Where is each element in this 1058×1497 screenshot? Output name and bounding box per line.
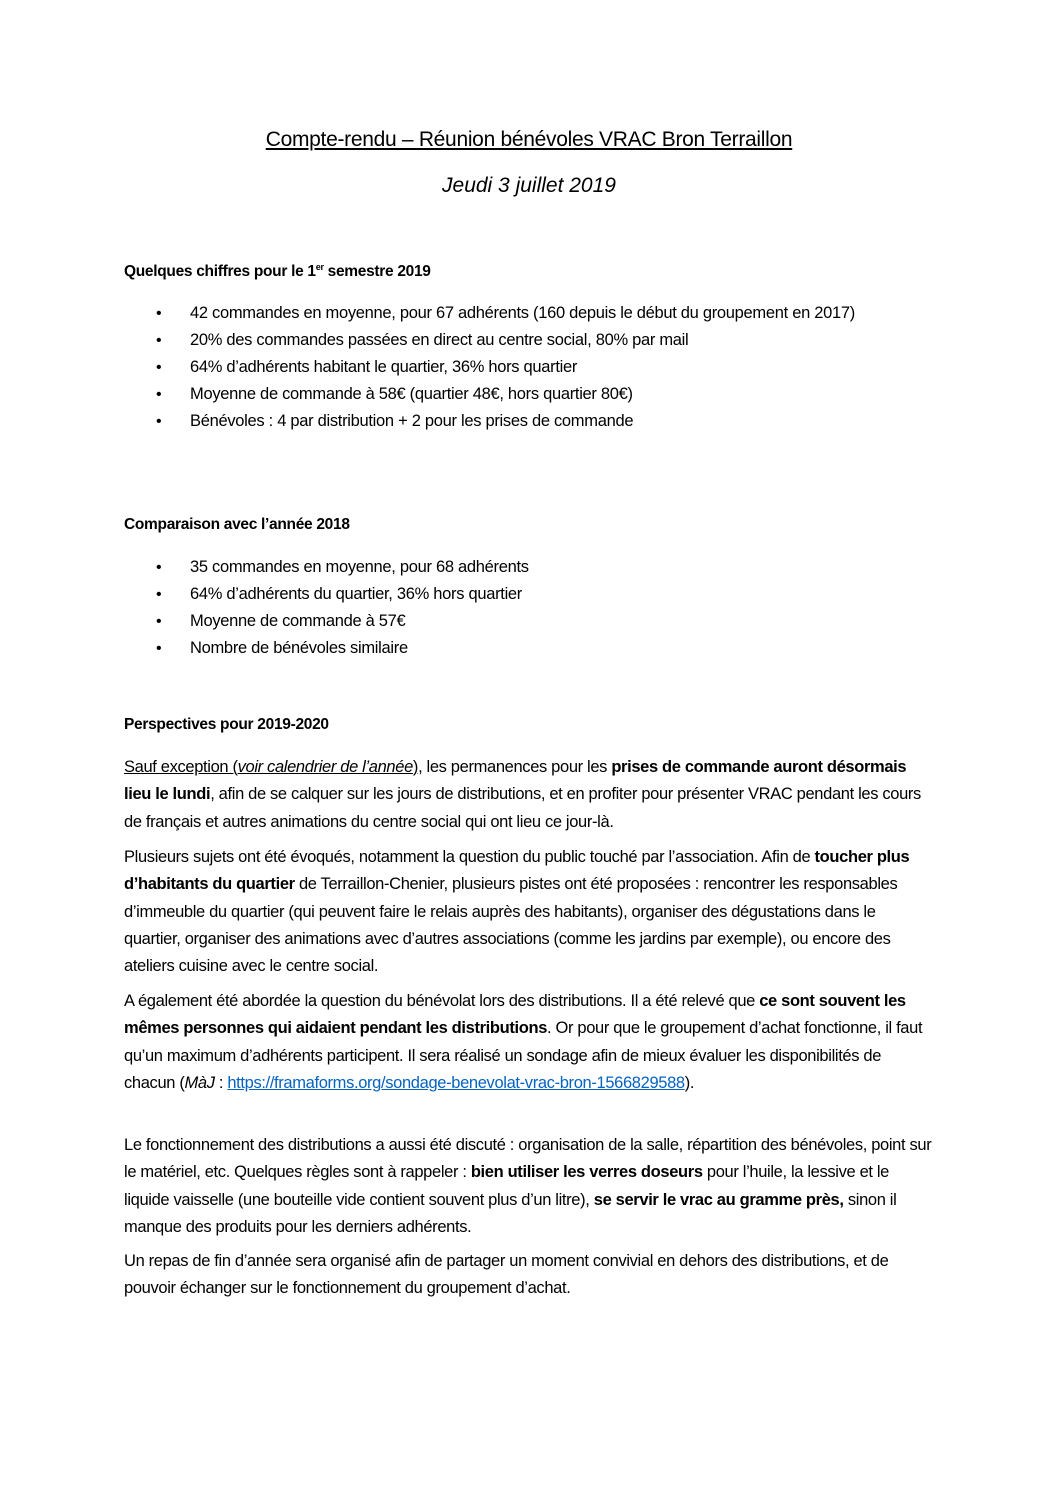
paragraph-volunteering: A également été abordée la question du bénévolat lors des distributions. Il a été relevé que ce sont souvent les mêmes personnes qui aidaient pendant les distributions. Or pour que le groupement d’achat fonctionne, il faut qu’un maximum d’adhérents participent. Il sera réalisé un sondage afin de mieux évaluer les disponibilités de chacun (MàJ : https://framaforms.org/sondage-benevolat-vrac-bron-1566829588). xyxy=(124,992,923,1092)
section-heading-comparison: Comparaison avec l’année 2018 xyxy=(124,516,350,533)
paragraph-schedule: Sauf exception (voir calendrier de l’année), les permanences pour les prises de commande auront désormais lieu le lundi, afin de se calquer sur les jours de distributions, et en profiter pour présenter VRAC pendant les cours de français et autres animations du centre social qui ont lieu ce jour-là. xyxy=(124,758,921,831)
comparison-list xyxy=(124,554,904,662)
list-item: • 64% d’adhérents du quartier, 36% hors quartier xyxy=(124,581,904,608)
list-item: • 64% d’adhérents habitant le quartier, 36% hors quartier xyxy=(124,354,904,381)
list-item: • 20% des commandes passées en direct au centre social, 80% par mail xyxy=(124,327,904,354)
document-date: Jeudi 3 juillet 2019 xyxy=(442,174,616,197)
list-item: • Moyenne de commande à 58€ (quartier 48€, hors quartier 80€) xyxy=(124,381,904,408)
list-item: • 35 commandes en moyenne, pour 68 adhérents xyxy=(124,554,904,581)
section-heading-perspectives: Perspectives pour 2019-2020 xyxy=(124,716,329,733)
figures-list xyxy=(124,300,904,435)
list-item: • Moyenne de commande à 57€ xyxy=(124,608,904,635)
list-item: • Nombre de bénévoles similaire xyxy=(124,635,904,662)
paragraph-distributions: Le fonctionnement des distributions a aussi été discuté : organisation de la salle, répartition des bénévoles, point sur le matériel, etc. Quelques règles sont à rappeler : bien utiliser les verres doseurs pour l’huile, la lessive et le liquide vaisselle (une bouteille vide contient souvent plus d’un litre), se servir le vrac au gramme près, sinon il manque des produits pour les derniers adhérents. xyxy=(124,1136,932,1236)
survey-link[interactable]: https://framaforms.org/sondage-benevolat-vrac-bron-1566829588 xyxy=(227,1073,685,1092)
paragraph-outreach: Plusieurs sujets ont été évoqués, notamment la question du public touché par l’association. Afin de toucher plus d’habitants du quartier de Terraillon-Chenier, plusieurs pistes ont été proposées : rencontrer les responsables d’immeuble du quartier (qui peuvent faire le relais auprès des habitants), organiser des dégustations dans le quartier, organiser des animations avec d’autres associations (comme les jardins par exemple), ou encore des ateliers cuisine avec le centre social. xyxy=(124,848,910,976)
document-title: Compte-rendu – Réunion bénévoles VRAC Bron Terraillon xyxy=(265,128,793,151)
section-heading-figures: Quelques chiffres pour le 1er semestre 2019 xyxy=(124,262,431,281)
list-item: • 42 commandes en moyenne, pour 67 adhérents (160 depuis le début du groupement en 2017) xyxy=(124,300,904,327)
list-item: • Bénévoles : 4 par distribution + 2 pour les prises de commande xyxy=(124,408,904,435)
paragraph-year-end-meal: Un repas de fin d’année sera organisé afin de partager un moment convivial en dehors des distributions, et de pouvoir échanger sur le fonctionnement du groupement d’achat. xyxy=(124,1252,889,1298)
